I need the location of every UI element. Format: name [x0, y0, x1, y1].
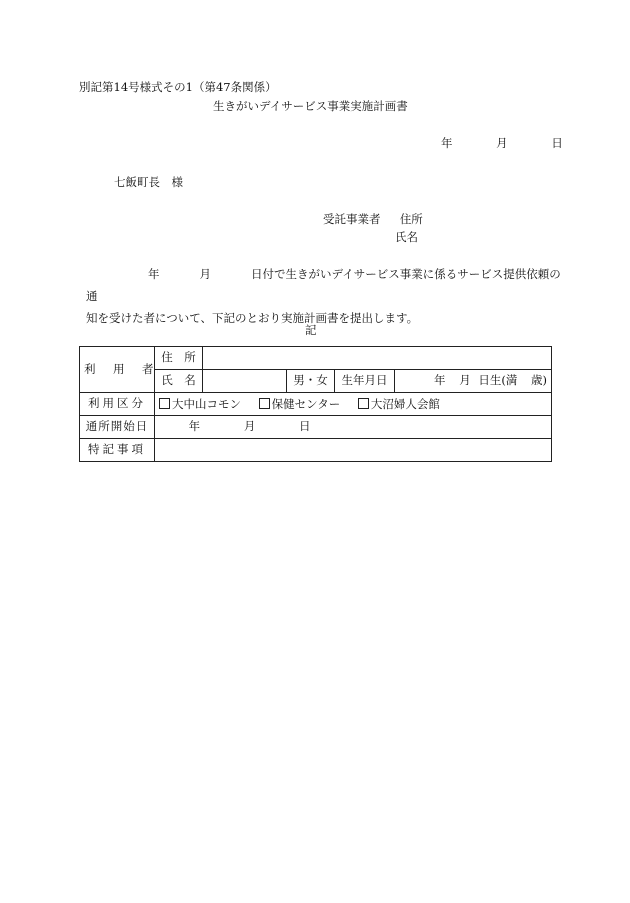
- date-year: 年: [441, 136, 453, 150]
- contractor-name-label: 氏名: [395, 230, 418, 244]
- birth-year: 年: [434, 373, 446, 388]
- option-ooyamanaka[interactable]: 大中山コモン: [159, 397, 241, 411]
- name-label: 氏 名: [155, 370, 203, 393]
- user-label: 利 用 者: [80, 347, 155, 393]
- contractor-address-label: 住所: [399, 212, 423, 226]
- checkbox-icon[interactable]: [259, 398, 270, 409]
- form-reference: 別記第14号様式その1（第47条関係）: [79, 80, 277, 94]
- addressee: 七飯町長 様: [114, 175, 183, 189]
- contractor-block: [323, 214, 423, 226]
- table-row: [80, 439, 552, 462]
- date-month: 月: [496, 136, 508, 150]
- start-year: 年: [188, 419, 201, 434]
- birth-day-age: 日生(満: [478, 373, 518, 388]
- birth-age-suffix: 歳): [531, 373, 547, 388]
- checkbox-icon[interactable]: [159, 398, 170, 409]
- birth-field[interactable]: [395, 370, 552, 393]
- date-line: [441, 138, 563, 150]
- body-line1: 日付で生きがいデイサービス事業に係るサービス提供依頼の通: [86, 267, 561, 303]
- notes-label: 特記事項: [80, 439, 155, 462]
- category-label: 利用区分: [80, 393, 155, 416]
- notes-field[interactable]: [155, 439, 552, 462]
- address-field[interactable]: [203, 347, 552, 370]
- body-month: 月: [199, 267, 211, 281]
- body-text: [86, 263, 566, 329]
- address-label: 住 所: [155, 347, 203, 370]
- table-row: [80, 416, 552, 439]
- body-line2: 知を受けた者について、下記のとおり実施計画書を提出します。: [86, 311, 419, 325]
- table-row: [80, 393, 552, 416]
- date-day: 日: [551, 136, 563, 150]
- checkbox-icon[interactable]: [358, 398, 369, 409]
- option-hoken[interactable]: 保健センター: [259, 397, 341, 411]
- birth-label: 生年月日: [335, 370, 395, 393]
- option-oonuma[interactable]: 大沼婦人会館: [358, 397, 440, 411]
- start-field[interactable]: [155, 416, 552, 439]
- body-year: 年: [148, 267, 160, 281]
- category-field: [155, 393, 552, 416]
- birth-month: 月: [459, 373, 471, 388]
- user-table: [79, 346, 552, 462]
- start-day: 日: [298, 419, 311, 434]
- contractor-label: 受託事業者: [323, 212, 381, 226]
- start-month: 月: [243, 419, 256, 434]
- ki-heading: 記: [305, 323, 317, 337]
- document-title: 生きがいデイサービス事業実施計画書: [213, 99, 408, 113]
- sex-field[interactable]: 男・女: [287, 370, 335, 393]
- name-field[interactable]: [203, 370, 287, 393]
- table-row: [80, 347, 552, 370]
- start-label: 通所開始日: [80, 416, 155, 439]
